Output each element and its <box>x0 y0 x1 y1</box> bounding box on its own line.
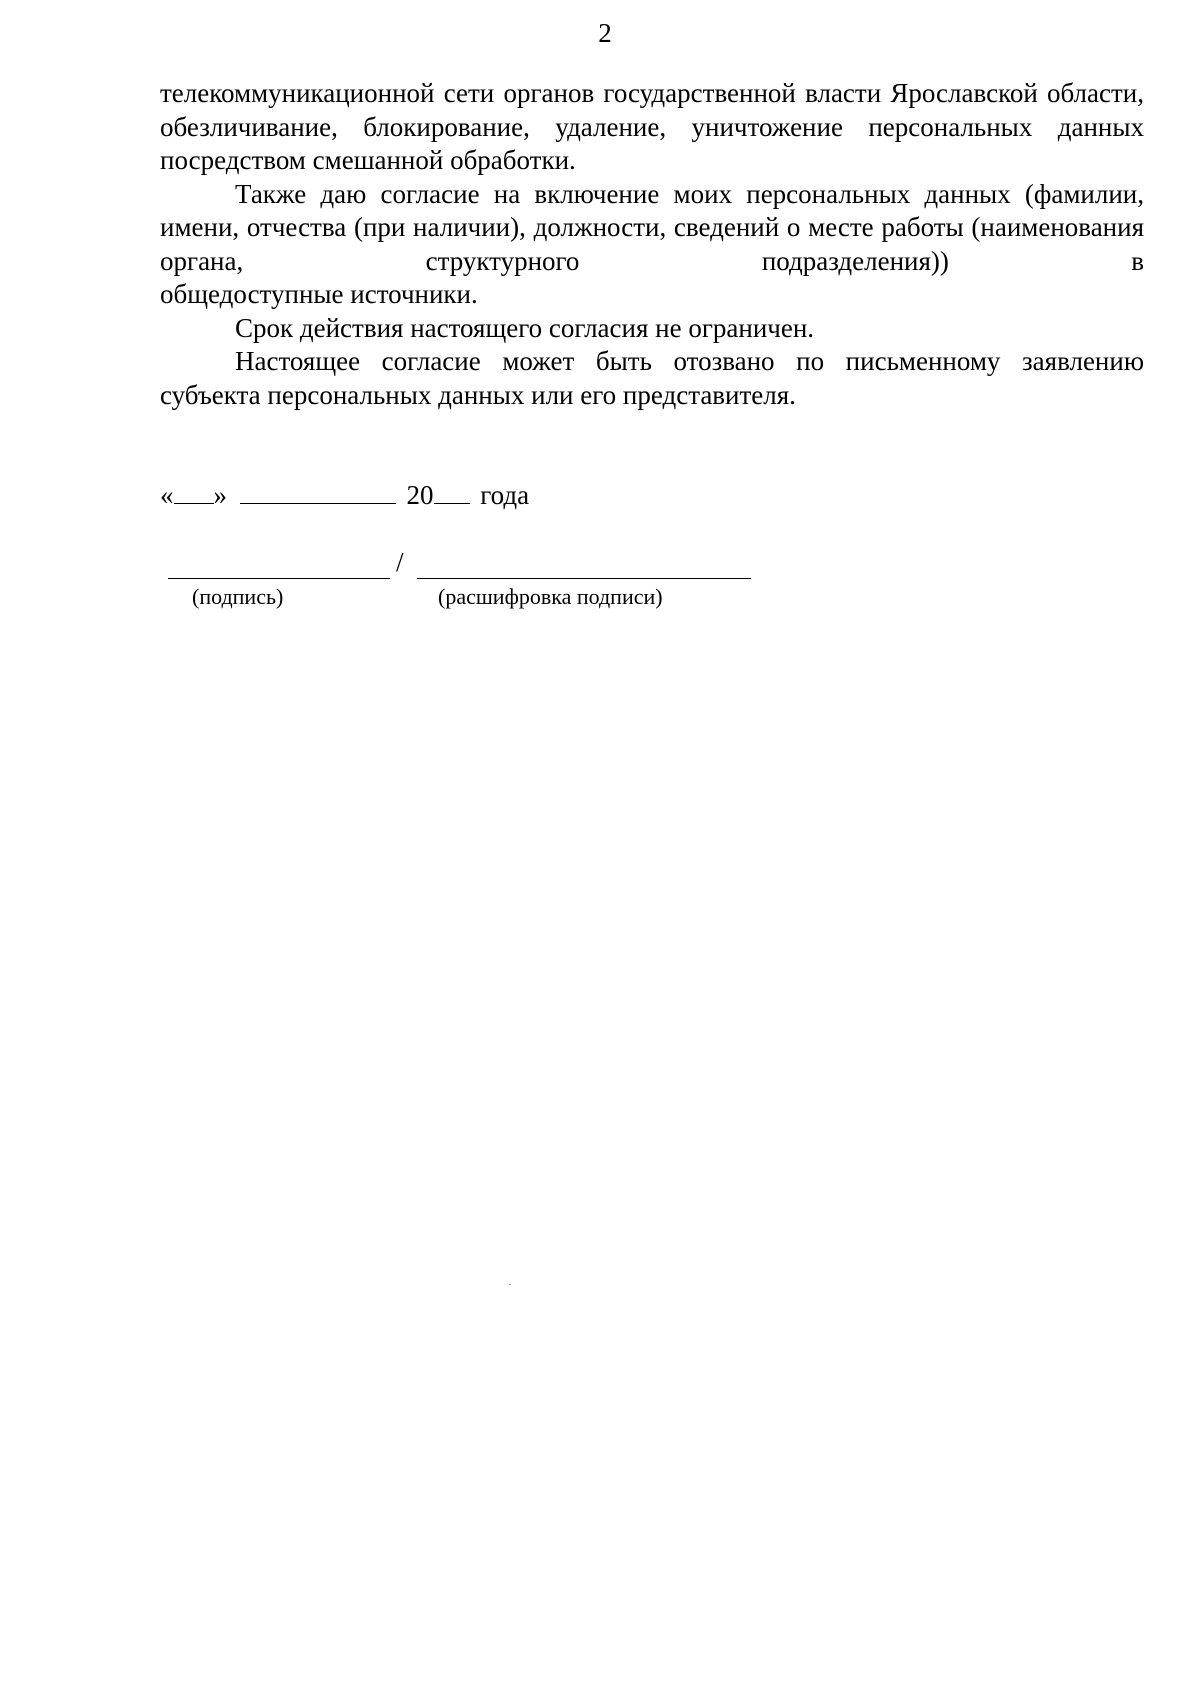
signature-decoding-label: (расшифровка подписи) <box>438 584 663 609</box>
page-number: 2 <box>598 18 612 48</box>
date-line <box>160 478 529 512</box>
paragraph-public-sources-consent-end: общедоступные источники. <box>160 279 478 309</box>
signature-blank <box>168 578 390 579</box>
date-century: 20 <box>406 480 434 510</box>
paragraph-validity-term: Срок действия настоящего согласия не ограничен. <box>235 312 815 343</box>
paragraph-processing-continuation: телекоммуникационной сети органов государственной власти Ярославской области, обезличивание, блокирование, удаление, уничтожение персональных данных посредством смешанной обработки. <box>160 78 1144 175</box>
signature-decoding-blank <box>417 578 751 579</box>
paragraph-revocation: Настоящее согласие может быть отозвано по письменному заявлению субъекта персональных данных или его представителя. <box>160 346 1144 410</box>
scan-speck <box>509 1284 511 1285</box>
day-blank <box>174 479 214 504</box>
month-blank <box>240 479 396 504</box>
signature-label: (подпись) <box>192 584 284 609</box>
document-body <box>160 77 1144 412</box>
signature-separator: / <box>396 547 404 577</box>
date-close-quote: » <box>213 480 227 510</box>
date-open-quote: « <box>160 480 174 510</box>
year-blank <box>434 479 470 504</box>
year-word: года <box>480 480 530 510</box>
paragraph-public-sources-consent: Также даю согласие на включение моих персональных данных (фамилии, имени, отчества (при наличии), должности, сведений о месте работы (наименования органа, структурного подразделения)) в <box>160 178 1144 276</box>
